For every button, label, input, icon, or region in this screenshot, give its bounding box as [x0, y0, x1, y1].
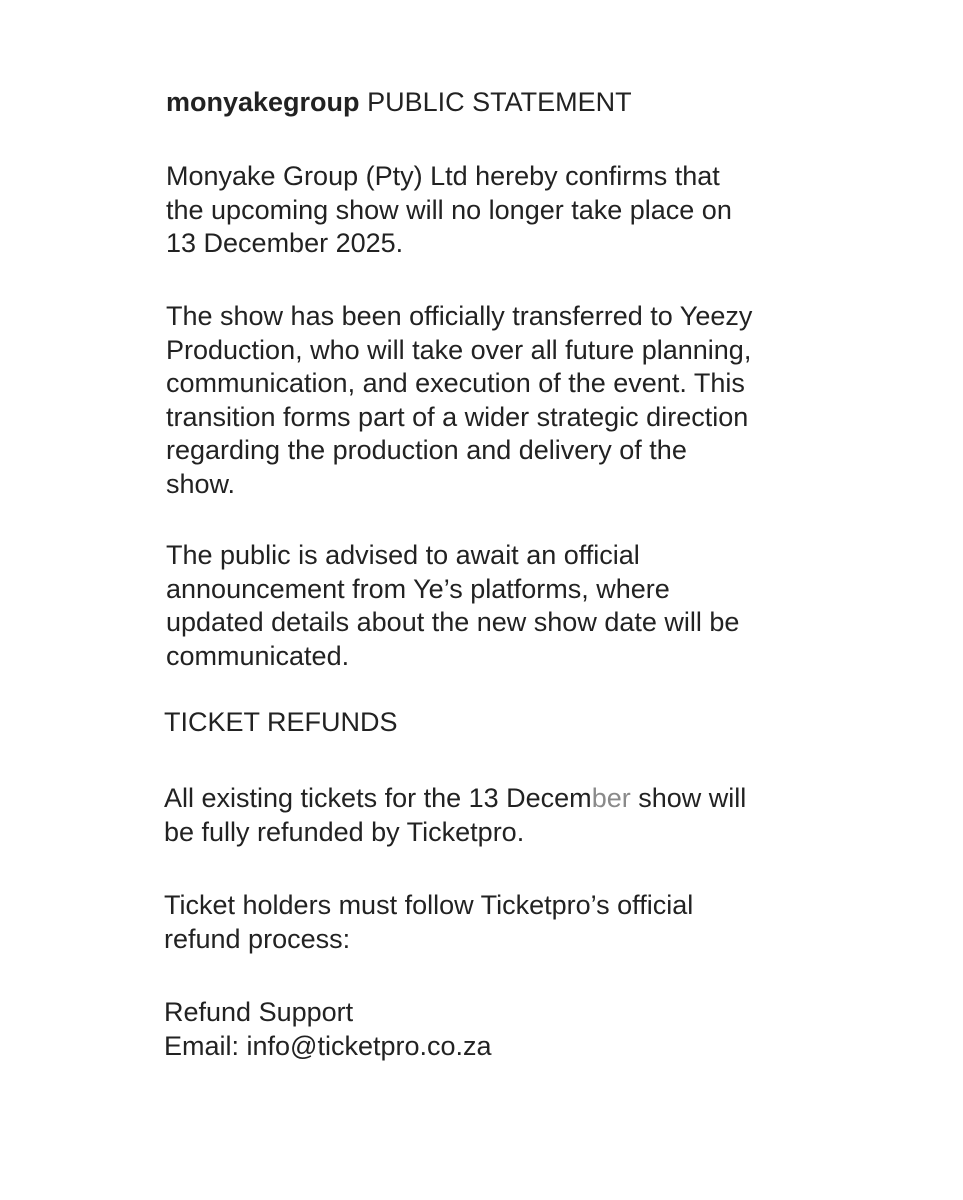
post-heading	[166, 86, 632, 120]
account-username[interactable]: monyakegroup	[166, 87, 360, 117]
paragraph-refund-process	[164, 889, 693, 956]
paragraph-line: The public is advised to await an official	[166, 540, 640, 570]
paragraph-transfer	[166, 300, 752, 501]
paragraph-line	[164, 782, 746, 816]
paragraph-line: communicated.	[166, 640, 350, 671]
support-email[interactable]: Email: info@ticketpro.co.za	[164, 1030, 492, 1061]
paragraph-line: Ticket holders must follow Ticketpro’s official	[164, 890, 694, 920]
paragraph-line: refund process:	[164, 923, 351, 954]
refund-support	[164, 996, 492, 1063]
paragraph-line: Production, who will take over all future planning,	[166, 334, 752, 365]
paragraph-line: 13 December 2025.	[166, 228, 404, 258]
support-label: Refund Support	[164, 997, 354, 1027]
text-segment: All existing tickets for the 13 Decem	[164, 783, 592, 813]
paragraph-cancellation	[166, 160, 732, 261]
refunds-heading: TICKET REFUNDS	[164, 707, 398, 737]
paragraph-line: Monyake Group (Pty) Ltd hereby confirms that	[166, 161, 720, 191]
paragraph-line: be fully refunded by Ticketpro.	[164, 816, 525, 847]
paragraph-line: updated details about the new show date will be	[166, 607, 740, 637]
paragraph-line: communication, and execution of the event. This	[166, 368, 745, 398]
paragraph-line: show.	[166, 468, 236, 499]
paragraph-refunds	[164, 782, 746, 849]
paragraph-line: announcement from Ye’s platforms, where	[166, 573, 670, 604]
paragraph-line: The show has been officially transferred to Yeezy	[166, 301, 753, 331]
paragraph-line: transition forms part of a wider strategic direction	[166, 401, 749, 432]
faded-text-segment: ber	[591, 783, 631, 813]
paragraph-announcement	[166, 539, 739, 673]
text-segment: show will	[630, 783, 747, 813]
paragraph-line: regarding the production and delivery of the	[166, 435, 687, 465]
paragraph-line: the upcoming show will no longer take place on	[166, 194, 732, 225]
statement-title: PUBLIC STATEMENT	[367, 87, 632, 117]
